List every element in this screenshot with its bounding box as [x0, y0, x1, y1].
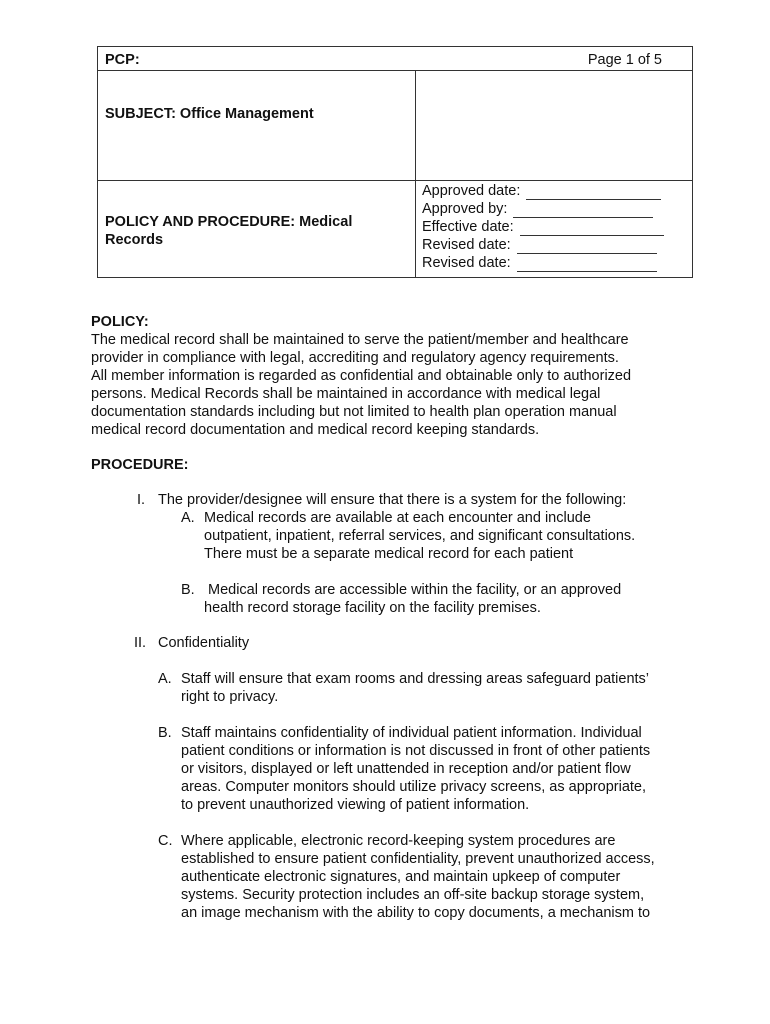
item-line: Medical records are accessible within the facility, or an approved	[208, 582, 622, 598]
item-line: areas. Computer monitors should utilize privacy screens, as appropriate,	[181, 779, 647, 795]
table-divider	[98, 70, 692, 71]
item-line: health record storage facility on the facility premises.	[204, 600, 541, 616]
policy-line: All member information is regarded as confidential and obtainable only to authorized	[91, 368, 632, 384]
item-marker: A.	[158, 671, 172, 687]
section-text: Confidentiality	[158, 635, 250, 651]
table-divider	[415, 71, 416, 277]
item-line: There must be a separate medical record for each patient	[204, 546, 574, 562]
header-table	[97, 46, 693, 278]
item-line: Medical records are available at each encounter and include	[204, 510, 591, 526]
approval-row	[422, 218, 664, 236]
effective-date-label: Effective date:	[422, 219, 514, 235]
approved-by-label: Approved by:	[422, 201, 508, 217]
policy-section	[91, 313, 631, 439]
page-number: Page 1 of 5	[587, 52, 662, 68]
item-marker: B.	[158, 725, 172, 741]
effective-date-field[interactable]	[520, 222, 664, 236]
item-line: an image mechanism with the ability to copy documents, a mechanism to	[181, 905, 651, 921]
item-line: to prevent unauthorized viewing of patient information.	[181, 797, 530, 813]
policy-heading: POLICY:	[91, 314, 149, 330]
revised-date-label: Revised date:	[422, 255, 511, 271]
revised-date-label: Revised date:	[422, 237, 511, 253]
approval-block	[422, 182, 664, 272]
item-marker: B.	[181, 582, 195, 598]
policy-line: documentation standards including but not limited to health plan operation manual	[91, 404, 617, 420]
approval-row	[422, 200, 664, 218]
policy-line: provider in compliance with legal, accrediting and regulatory agency requirements.	[91, 350, 619, 366]
approved-date-label: Approved date:	[422, 183, 521, 199]
procedure-section-1	[137, 491, 627, 509]
pcp-label: PCP:	[105, 52, 140, 68]
item-line: Staff maintains confidentiality of individual patient information. Individual	[181, 725, 642, 741]
policy-title: POLICY AND PROCEDURE: Medical Records	[105, 214, 353, 248]
item-line: patient conditions or information is not discussed in front of other patients	[181, 743, 651, 759]
item-line: or visitors, displayed or left unattended in reception and/or patient flow	[181, 761, 631, 777]
table-divider	[98, 180, 692, 181]
approval-row	[422, 182, 664, 200]
approval-row	[422, 254, 664, 272]
item-line: outpatient, inpatient, referral services, and significant consultations.	[204, 528, 636, 544]
item-line: right to privacy.	[181, 689, 279, 705]
item-line: authenticate electronic signatures, and maintain upkeep of computer	[181, 869, 621, 885]
subject-title: SUBJECT: Office Management	[105, 106, 314, 122]
approved-date-field[interactable]	[526, 186, 661, 200]
item-line: systems. Security protection includes an off-site backup storage system,	[181, 887, 645, 903]
revised-date-field[interactable]	[517, 258, 657, 272]
approval-row	[422, 236, 664, 254]
item-line: Staff will ensure that exam rooms and dressing areas safeguard patients’	[181, 671, 650, 687]
item-marker: A.	[181, 510, 195, 526]
item-line: established to ensure patient confidentiality, prevent unauthorized access,	[181, 851, 655, 867]
revised-date-field[interactable]	[517, 240, 657, 254]
item-line: Where applicable, electronic record-keeping system procedures are	[181, 833, 616, 849]
procedure-heading: PROCEDURE:	[91, 457, 189, 473]
policy-line: The medical record shall be maintained to serve the patient/member and healthcare	[91, 332, 629, 348]
section-marker: II.	[134, 635, 147, 651]
policy-line: persons. Medical Records shall be maintained in accordance with medical legal	[91, 386, 601, 402]
approved-by-field[interactable]	[513, 204, 653, 218]
section-text: The provider/designee will ensure that there is a system for the following:	[158, 492, 627, 508]
section-marker: I.	[137, 492, 146, 508]
item-marker: C.	[158, 833, 173, 849]
policy-line: medical record documentation and medical record keeping standards.	[91, 422, 540, 438]
procedure-section-2	[134, 634, 250, 652]
